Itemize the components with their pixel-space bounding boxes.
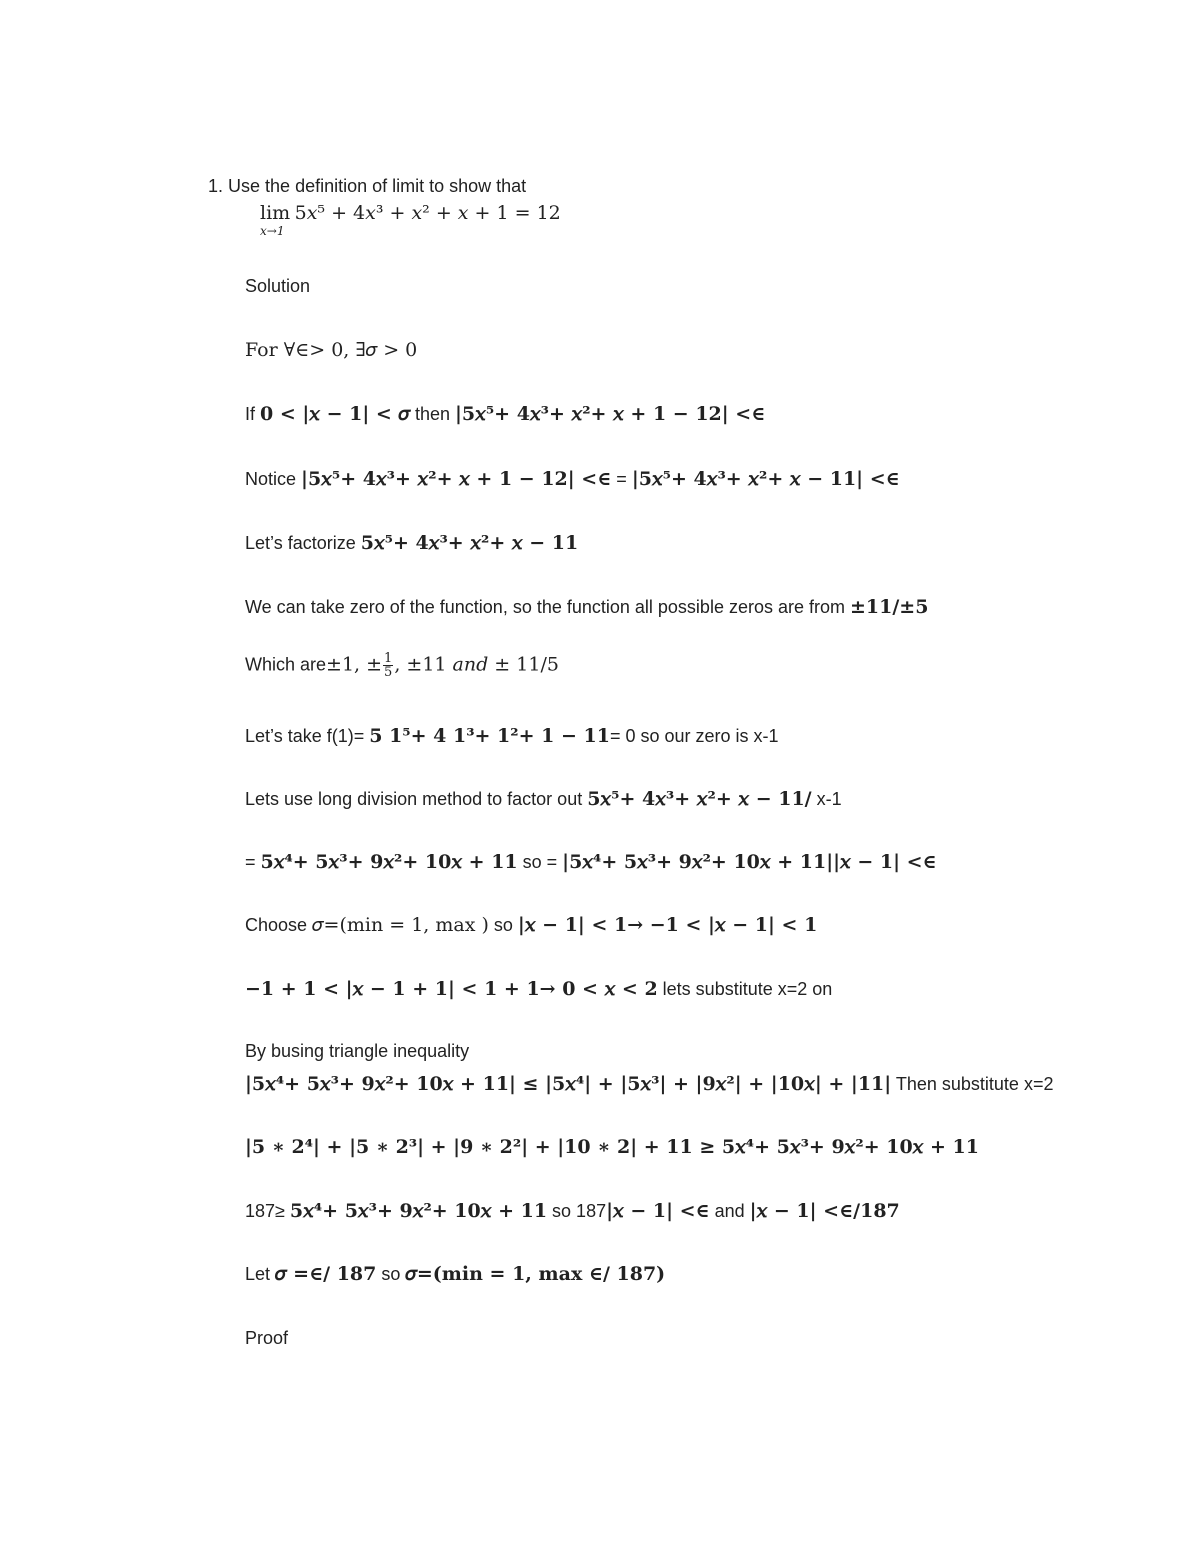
substitution-line <box>245 1135 979 1159</box>
zeros-line <box>245 595 928 619</box>
which-expr1: ±1, ± <box>326 653 383 676</box>
fraction-one-fifth <box>383 652 393 679</box>
for-all-line <box>245 338 417 362</box>
fraction-denominator: 5 <box>384 665 393 680</box>
bound-so: so 187 <box>547 1201 607 1221</box>
f1-expr: 5 1⁵+ 4 1³+ 1²+ 1 − 11 <box>369 725 610 747</box>
let-prefix: Let <box>245 1264 276 1284</box>
longdiv-prefix: Lets use long division method to factor out <box>245 789 588 809</box>
zeros-text: We can take zero of the function, so the function all possible zeros are from <box>245 597 850 617</box>
choose-expr1: 𝜎=(min = 1, max ) <box>312 914 489 936</box>
notice-prefix: Notice <box>245 469 302 489</box>
notice-expr1: |5𝑥⁵+ 4𝑥³+ 𝑥²+ 𝑥 + 1 − 12| <∈ <box>301 468 612 490</box>
factorize-expr: 5𝑥⁵+ 4𝑥³+ 𝑥²+ 𝑥 − 11 <box>360 532 579 554</box>
solution-label: Solution <box>245 276 311 296</box>
triangle-text: By busing triangle inequality <box>245 1041 470 1061</box>
notice-eq: = <box>611 469 632 489</box>
bound-prefix: 187≥ <box>245 1201 290 1221</box>
factorize-line <box>245 531 578 555</box>
limit-word: lim <box>260 202 291 224</box>
limit-subscript: 𝑥→1 <box>260 224 285 238</box>
range-expr: −1 + 1 < |𝑥 − 1 + 1| < 1 + 1→ 0 < 𝑥 < 2 <box>245 978 658 1000</box>
quotient-expr2: |5𝑥⁴+ 5𝑥³+ 9𝑥²+ 10𝑥 + 11||𝑥 − 1| <∈ <box>562 851 937 873</box>
let-sigma-line <box>245 1262 665 1286</box>
quotient-so: so = <box>517 852 563 872</box>
triangle-expr: |5𝑥⁴+ 5𝑥³+ 9𝑥²+ 10𝑥 + 11| ≤ |5𝑥⁴| + |5𝑥³| + |9𝑥²| + |10𝑥| + |11| <box>245 1073 892 1095</box>
let-so: so <box>376 1264 406 1284</box>
range-line <box>245 977 832 1001</box>
let-expr1: 𝜎 =∈/ 187 <box>275 1263 377 1285</box>
quotient-prefix: = <box>245 852 261 872</box>
notice-line <box>245 467 900 491</box>
f1-line <box>245 724 779 748</box>
quotient-expr1: 5𝑥⁴+ 5𝑥³+ 9𝑥²+ 10𝑥 + 11 <box>260 851 518 873</box>
bound-and: and <box>709 1201 750 1221</box>
if-condition: 0 < |𝑥 − 1| < 𝜎 <box>260 403 410 425</box>
triangle-suffix: Then substitute x=2 <box>891 1074 1054 1094</box>
choose-line <box>245 913 817 937</box>
if-then: then <box>409 404 456 424</box>
zeros-expr: ±11/±5 <box>850 596 929 618</box>
quotient-line <box>245 850 937 874</box>
choose-so: so <box>488 915 518 935</box>
f1-suffix: = 0 so our zero is x-1 <box>609 726 779 746</box>
f1-prefix: Let’s take f(1)= <box>245 726 370 746</box>
for-all-math: For ∀∈> 0, ∃𝜎 > 0 <box>245 339 418 361</box>
substitution-expr: |5 ∗ 2⁴| + |5 ∗ 2³| + |9 ∗ 2²| + |10 ∗ 2| + 11 ≥ 5𝑥⁴+ 5𝑥³+ 9𝑥²+ 10𝑥 + 11 <box>245 1136 979 1158</box>
if-result: |5𝑥⁵+ 4𝑥³+ 𝑥²+ 𝑥 + 1 − 12| <∈ <box>455 403 766 425</box>
range-suffix: lets substitute x=2 on <box>657 979 833 999</box>
bound-line <box>245 1199 900 1223</box>
triangle-heading <box>245 1039 469 1063</box>
solution-heading <box>245 274 310 298</box>
let-expr2: 𝜎=(min = 1, max ∈/ 187) <box>405 1263 666 1285</box>
notice-expr2: |5𝑥⁵+ 4𝑥³+ 𝑥²+ 𝑥 − 11| <∈ <box>631 468 900 490</box>
limit-expression <box>260 202 561 238</box>
choose-prefix: Choose <box>245 915 313 935</box>
triangle-line <box>245 1072 1053 1096</box>
bound-expr2: |𝑥 − 1| <∈ <box>606 1200 710 1222</box>
longdiv-suffix: x-1 <box>811 789 842 809</box>
factorize-prefix: Let’s factorize <box>245 533 361 553</box>
bound-expr1: 5𝑥⁴+ 5𝑥³+ 9𝑥²+ 10𝑥 + 11 <box>289 1200 548 1222</box>
which-prefix: Which are <box>245 654 327 675</box>
which-expr2: , ±11 𝑎𝑛𝑑 ± 11/5 <box>394 653 559 676</box>
if-prefix: If <box>245 404 261 424</box>
longdiv-expr: 5𝑥⁵+ 4𝑥³+ 𝑥²+ 𝑥 − 11/ <box>587 788 812 810</box>
proof-heading <box>245 1326 288 1350</box>
which-line <box>245 652 559 679</box>
limit-body: 5𝑥⁵ + 4𝑥³ + 𝑥² + 𝑥 + 1 = 12 <box>294 202 561 224</box>
question-number: 1. <box>208 176 224 196</box>
choose-expr2: |𝑥 − 1| < 1→ −1 < |𝑥 − 1| < 1 <box>517 914 818 936</box>
long-division-line <box>245 787 842 811</box>
if-line <box>245 402 765 426</box>
question-prompt: Use the definition of limit to show that <box>228 176 527 196</box>
question-line <box>208 174 526 198</box>
fraction-numerator: 1 <box>384 651 393 666</box>
proof-label: Proof <box>245 1328 289 1348</box>
bound-expr3: |𝑥 − 1| <∈/187 <box>749 1200 900 1222</box>
